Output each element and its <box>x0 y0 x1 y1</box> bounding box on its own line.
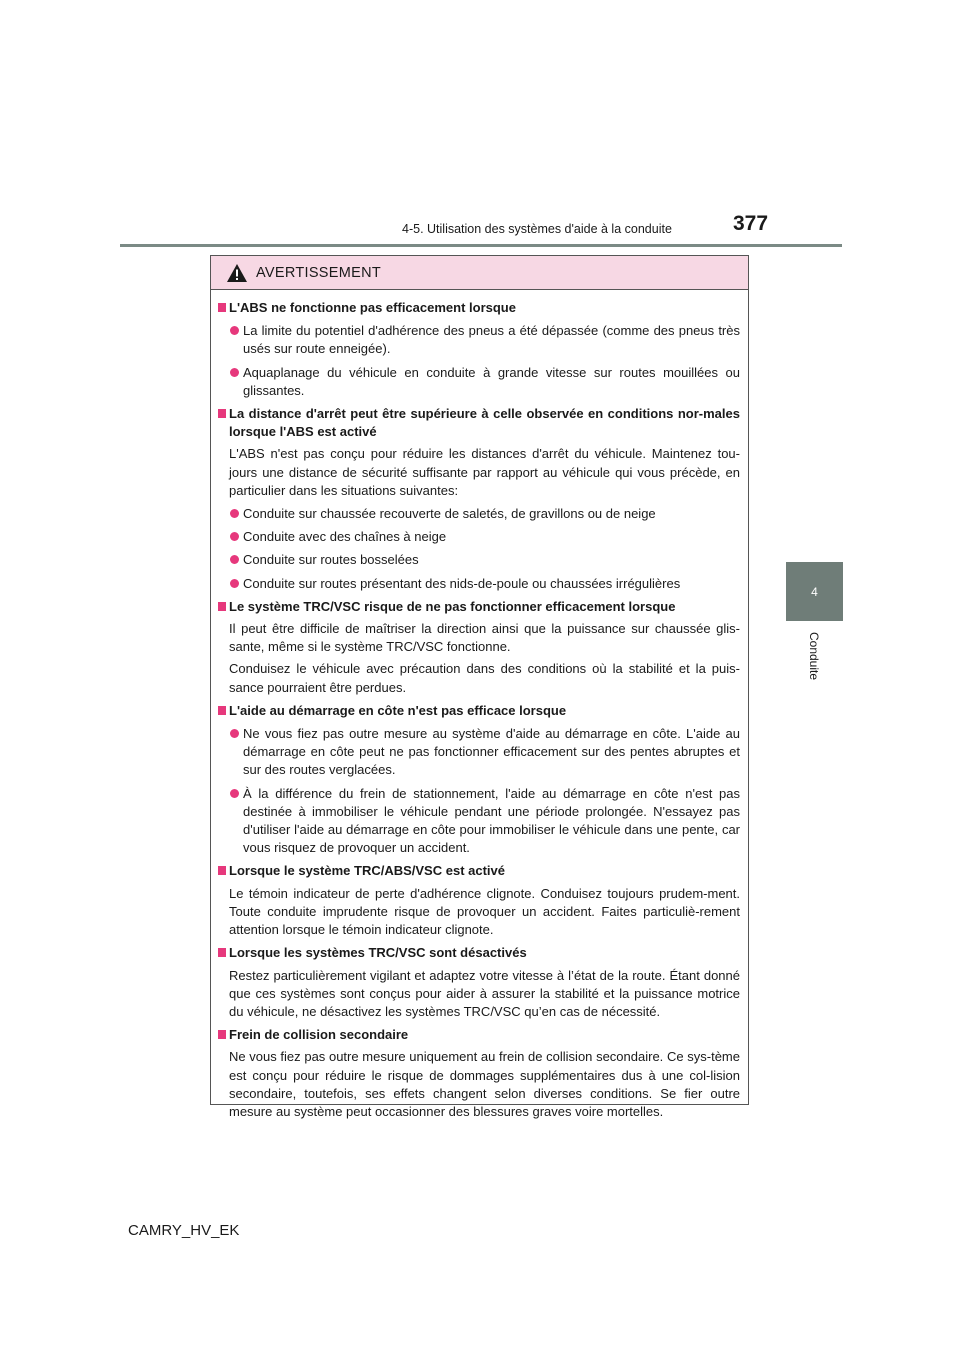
warning-bullet-item <box>218 551 740 569</box>
warning-bullet-item <box>218 575 740 593</box>
warning-bullet-item <box>218 505 740 523</box>
warning-section-title <box>218 598 740 616</box>
warning-box <box>210 255 749 1119</box>
warning-body <box>211 290 748 1121</box>
chapter-number: 4 <box>811 584 818 599</box>
warning-paragraph: Conduisez le véhicule avec précaution dans des conditions où la stabilité et la puis-sance pourraient être perdues. <box>229 661 740 695</box>
warning-bullet-item <box>218 528 740 546</box>
square-bullet-icon <box>218 602 226 611</box>
chapter-tab <box>786 562 843 621</box>
bullet-text: Conduite sur routes présentant des nids-de-poule ou chaussées irrégulières <box>243 575 681 591</box>
warning-triangle-icon <box>226 263 248 283</box>
section-title-text: Lorsque les systèmes TRC/VSC sont désactivés <box>229 945 527 961</box>
round-bullet-icon <box>230 555 239 564</box>
warning-section-title <box>218 1026 740 1044</box>
section-title-text: L'ABS ne fonctionne pas efficacement lorsque <box>229 300 516 315</box>
round-bullet-icon <box>230 579 239 588</box>
warning-paragraph: L'ABS n'est pas conçu pour réduire les distances d'arrêt du véhicule. Maintenez tou-jours une distance de sécurité suffisante par rapport au véhicule qui vous précède, en particulier dans les situations suivantes: <box>229 446 740 498</box>
round-bullet-icon <box>230 729 239 738</box>
warning-bullet-item <box>218 364 740 400</box>
warning-section-title <box>218 862 740 880</box>
warning-bullet-item <box>218 785 740 858</box>
warning-paragraph: Ne vous fiez pas outre mesure uniquement au frein de collision secondaire. Ce sys-tème est conçu pour réduire le risque de dommages supplémentaires dus à une col-lision secondaire, toutefois, ses effets changent selon diverses conditions. Se fier outre mesure au système peut occasionner des blessures graves voire mortelles. <box>229 1049 740 1119</box>
bullet-text: À la différence du frein de stationnement, l'aide au démarrage en côte n'est pas destinée à immobiliser le véhicule pendant une période prolongée. N'essayez pas d'utiliser l'aide au démarrage en côte pour immobiliser le véhicule dans une pente, car vous risquez de provoquer un accident. <box>243 785 740 856</box>
square-bullet-icon <box>218 866 226 875</box>
round-bullet-icon <box>230 368 239 377</box>
warning-bullet-item <box>218 725 740 780</box>
square-bullet-icon <box>218 706 226 715</box>
section-title-text: L'aide au démarrage en côte n'est pas efficace lorsque <box>229 702 567 718</box>
chapter-label-container <box>786 621 843 691</box>
warning-section-title <box>218 702 740 720</box>
warning-paragraph: Restez particulièrement vigilant et adaptez votre vitesse à l’état de la route. Étant donné que ces systèmes sont conçus pour aider à assurer la stabilité et la puissance motrice du véhicule, ne désactivez les systèmes TRC/VSC qu’en cas de nécessité. <box>229 967 740 1019</box>
bullet-text: Conduite avec des chaînes à neige <box>243 529 447 545</box>
round-bullet-icon <box>230 509 239 518</box>
header-rule <box>120 244 842 247</box>
square-bullet-icon <box>218 303 226 312</box>
warning-title: AVERTISSEMENT <box>256 264 382 281</box>
round-bullet-icon <box>230 326 239 335</box>
warning-section-title <box>218 405 740 441</box>
section-title-text: Le système TRC/VSC risque de ne pas fonctionner efficacement lorsque <box>229 598 676 614</box>
section-title-text: Frein de collision secondaire <box>229 1027 409 1043</box>
bullet-text: Conduite sur routes bosselées <box>243 552 419 568</box>
warning-header <box>211 256 748 290</box>
round-bullet-icon <box>230 789 239 798</box>
warning-section-title <box>218 944 740 962</box>
warning-paragraph: Le témoin indicateur de perte d'adhérence clignote. Conduisez toujours prudem-ment. Toute conduite imprudente risque de provoquer un accident. Faites particuliè-rement attention lorsque le témoin indicateur clignote. <box>229 885 740 938</box>
warning-paragraph: Il peut être difficile de maîtriser la direction ainsi que la puissance sur chaussée glis-sante, même si le système TRC/VSC fonctionne. <box>229 621 740 655</box>
page-section-title: 4-5. Utilisation des systèmes d'aide à la conduite <box>402 222 672 236</box>
warning-bullet-item <box>218 322 740 358</box>
section-title-text: La distance d'arrêt peut être supérieure à celle observée en conditions nor-males lorsque l'ABS est activé <box>229 406 740 440</box>
square-bullet-icon <box>218 948 226 957</box>
section-title-text: Lorsque le système TRC/ABS/VSC est activé <box>229 863 505 879</box>
page-number: 377 <box>733 212 769 235</box>
bullet-text: Aquaplanage du véhicule en conduite à grande vitesse sur routes mouillées ou glissantes. <box>243 364 740 398</box>
square-bullet-icon <box>218 1030 226 1039</box>
bullet-text: La limite du potentiel d'adhérence des pneus a été dépassée (comme des pneus très usés sur route enneigée). <box>243 323 740 357</box>
chapter-label: Conduite <box>807 631 822 681</box>
square-bullet-icon <box>218 409 226 418</box>
footer-model-code: CAMRY_HV_EK <box>128 1222 240 1239</box>
round-bullet-icon <box>230 532 239 541</box>
bullet-text: Conduite sur chaussée recouverte de saletés, de gravillons ou de neige <box>243 506 656 522</box>
bullet-text: Ne vous fiez pas outre mesure au système d'aide au démarrage en côte. L'aide au démarrage en côte peut ne pas fonctionner efficacement sur des pentes abruptes et sur des routes verglacées. <box>243 726 740 778</box>
warning-section-title <box>218 299 740 317</box>
